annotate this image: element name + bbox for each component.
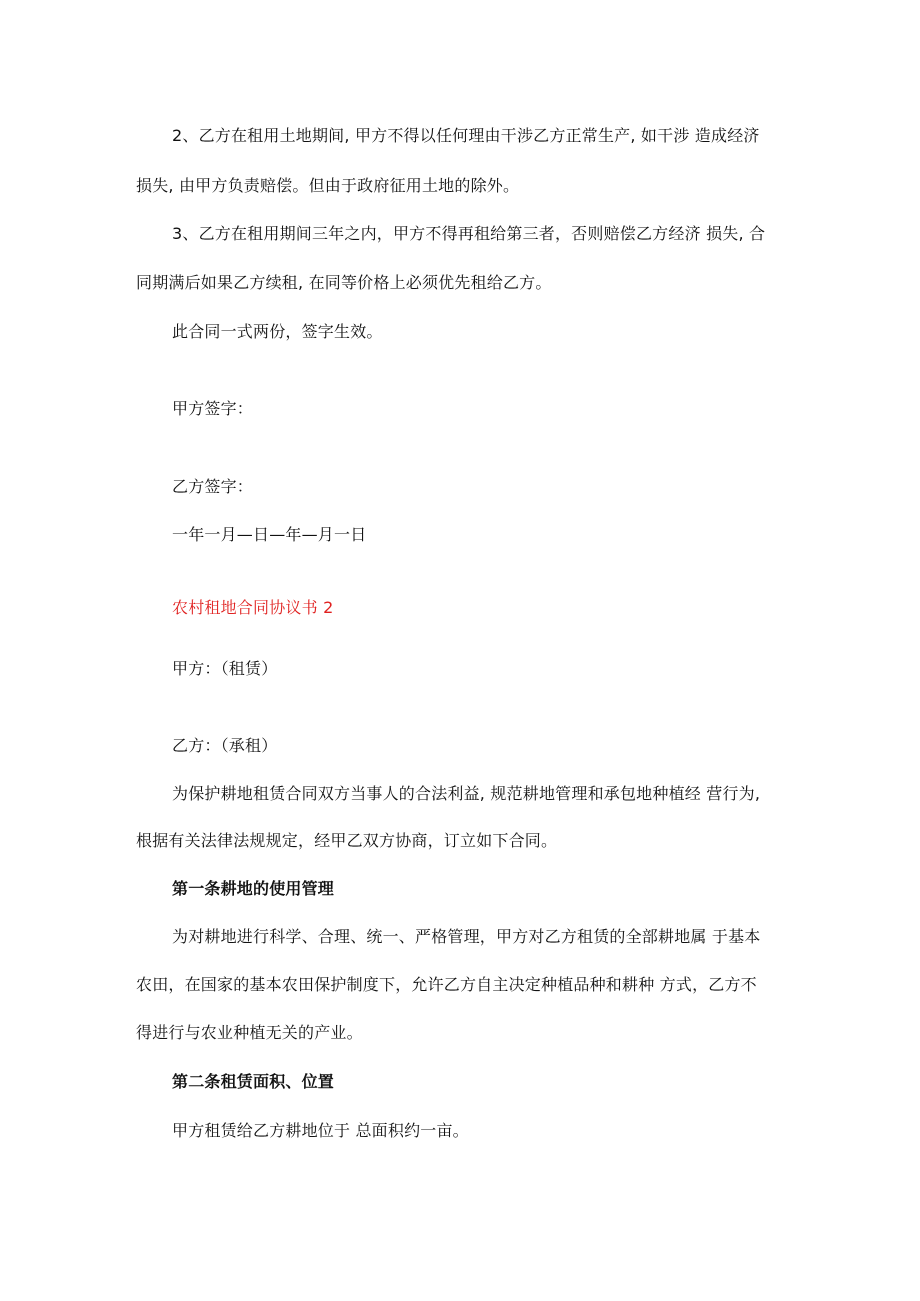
date-line: 一年一月—日—年—月一日	[172, 525, 367, 544]
article-1-line-2: 农田，在国家的基本农田保护制度下，允许乙方自主决定种植品种和耕种 方式，乙方不	[136, 975, 757, 994]
party-b-signature: 乙方签字：	[172, 477, 254, 496]
article-2-line-1: 甲方租赁给乙方耕地位于 总面积约一亩。	[172, 1121, 469, 1140]
clause-3-line-2: 同期满后如果乙方续租, 在同等价格上必须优先租给乙方。	[136, 273, 552, 292]
party-a-signature: 甲方签字：	[172, 399, 254, 418]
party-a-line: 甲方：（租赁）	[172, 659, 278, 678]
article-1-heading: 第一条耕地的使用管理	[172, 879, 335, 898]
clause-3-line-1: 3、乙方在租用期间三年之内，甲方不得再租给第三者，否则赔偿乙方经济 损失, 合	[172, 224, 766, 243]
party-b-line: 乙方：（承租）	[172, 736, 278, 755]
copies-statement: 此合同一式两份，签字生效。	[172, 322, 383, 341]
preamble-line-1: 为保护耕地租赁合同双方当事人的合法利益, 规范耕地管理和承包地种植经 营行为,	[172, 784, 761, 803]
article-2-heading: 第二条租赁面积、位置	[172, 1072, 335, 1091]
article-1-line-1: 为对耕地进行科学、合理、统一、严格管理，甲方对乙方租赁的全部耕地属 于基本	[172, 927, 761, 946]
article-1-line-3: 得进行与农业种植无关的产业。	[136, 1023, 363, 1042]
section-title: 农村租地合同协议书 2	[172, 598, 334, 617]
preamble-line-2: 根据有关法律法规规定，经甲乙双方协商，订立如下合同。	[136, 831, 558, 850]
clause-2-line-1: 2、乙方在租用土地期间, 甲方不得以任何理由干涉乙方正常生产, 如干涉 造成经济	[172, 126, 760, 145]
clause-2-line-2: 损失, 由甲方负责赔偿。但由于政府征用土地的除外。	[136, 176, 520, 195]
